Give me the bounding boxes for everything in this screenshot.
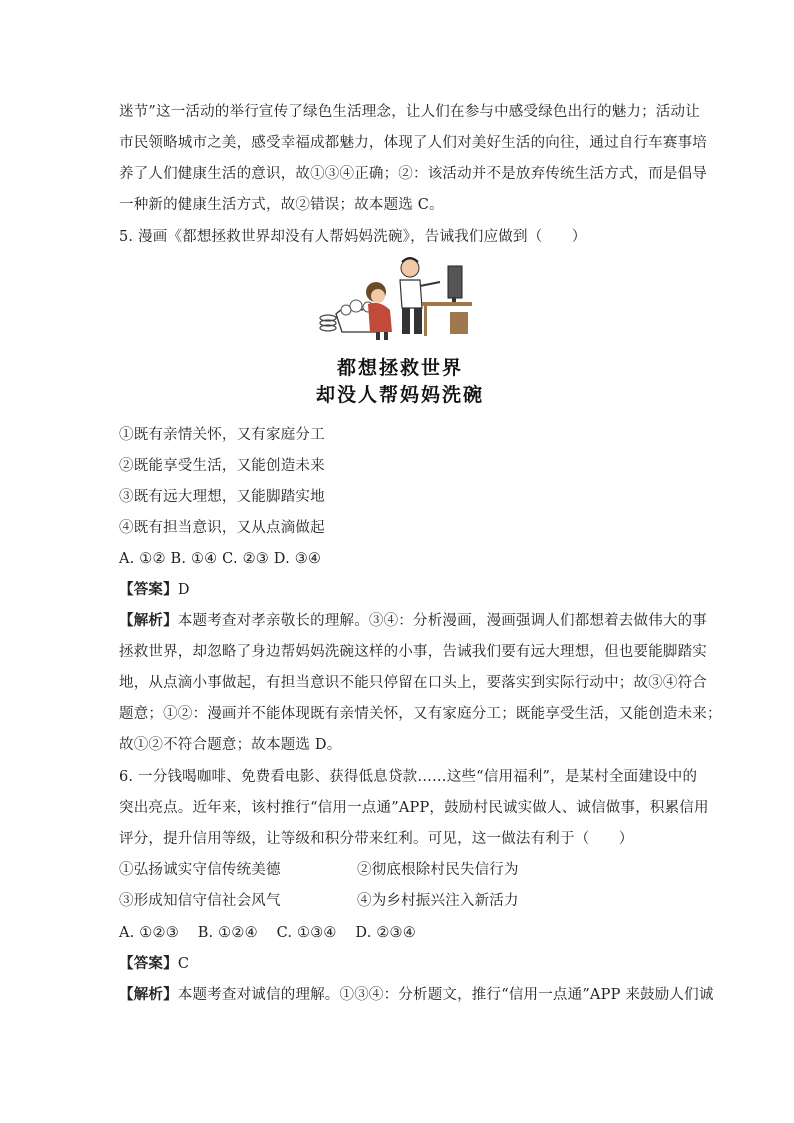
choice-b: B. ①②④ bbox=[197, 925, 258, 941]
q6-option-item: ③形成知信守信社会风气 bbox=[119, 893, 281, 909]
answer-tag: 【答案】 bbox=[119, 581, 178, 598]
q6-choices bbox=[119, 923, 679, 943]
q6-option-item: ①弘扬诚实守信传统美德 bbox=[119, 862, 281, 878]
q5-option-item: ①既有亲情关怀，又有家庭分工 bbox=[119, 427, 325, 443]
answer-tag: 【答案】 bbox=[119, 955, 178, 972]
answer-value: C bbox=[177, 956, 190, 972]
q6-answer bbox=[119, 954, 679, 974]
analysis-tag: 【解析】 bbox=[119, 986, 178, 1003]
q5-choices: A. ①② B. ①④ C. ②③ D. ③④ bbox=[119, 551, 322, 567]
q6-option-item: ②彻底根除村民失信行为 bbox=[357, 862, 519, 878]
q5-stem: 5. 漫画《都想拯救世界却没有人帮妈妈洗碗》，告诫我们应做到（ ） bbox=[119, 229, 587, 245]
q4-analysis-line: 养了人们健康生活的意识，故①③④正确；②：该活动并不是放弃传统生活方式，而是倡导 bbox=[119, 166, 707, 182]
analysis-text: 本题考查对孝亲敬长的理解。③④：分析漫画，漫画强调人们都想着去做伟大的事 bbox=[177, 613, 708, 629]
choice-a: A. ①②③ bbox=[119, 925, 179, 941]
choice-d: D. ②③④ bbox=[355, 925, 416, 941]
analysis-text: 本题考查对诚信的理解。①③④：分析题文，推行“信用一点通”APP 来鼓励人们诚 bbox=[177, 987, 714, 1003]
q6-stem-line: 评分，提升信用等级，让等级和积分带来红利。可见，这一做法有利于（ ） bbox=[119, 831, 634, 847]
q5-analysis-line: 故①②不符合题意；故本题选 D。 bbox=[119, 737, 342, 753]
q5-analysis-line bbox=[119, 611, 708, 631]
cartoon-caption-line2: 却没人帮妈妈洗碗 bbox=[315, 384, 484, 406]
q4-analysis-line: 一种新的健康生活方式，故②错误；故本题选 C。 bbox=[119, 197, 444, 213]
q5-option-item: ④既有担当意识，又从点滴做起 bbox=[119, 520, 325, 536]
q6-option-row bbox=[119, 891, 679, 911]
cartoon-caption-line1: 都想拯救世界 bbox=[336, 357, 463, 379]
q5-analysis-line: 题意；①②：漫画并不能体现既有亲情关怀，又有家庭分工；既能享受生活，又能创造未来； bbox=[119, 706, 722, 722]
answer-value: D bbox=[177, 582, 190, 598]
q6-stem-line: 突出亮点。近年来，该村推行“信用一点通”APP，鼓励村民诚实做人、诚信做事，积累信用 bbox=[119, 800, 709, 816]
q4-analysis-line: 迷节”这一活动的举行宣传了绿色生活理念，让人们在参与中感受绿色出行的魅力；活动让 bbox=[119, 104, 700, 120]
analysis-tag: 【解析】 bbox=[119, 612, 178, 629]
q6-option-item: ④为乡村振兴注入新活力 bbox=[357, 893, 519, 909]
q6-analysis-line bbox=[119, 985, 714, 1005]
cartoon-illustration bbox=[318, 252, 478, 344]
q5-analysis-line: 拯救世界，却忽略了身边帮妈妈洗碗这样的小事，告诫我们要有远大理想，但也要能脚踏实 bbox=[119, 644, 707, 660]
choice-c: C. ①③④ bbox=[276, 925, 337, 941]
q6-stem-line: 6. 一分钱喝咖啡、免费看电影、获得低息贷款……这些“信用福利”，是某村全面建设中的 bbox=[119, 769, 698, 785]
q4-analysis-line: 市民领略城市之美，感受幸福成都魅力，体现了人们对美好生活的向往，通过自行车赛事培 bbox=[119, 135, 707, 151]
q5-option-item: ③既有远大理想，又能脚踏实地 bbox=[119, 489, 325, 505]
q5-option-item: ②既能享受生活，又能创造未来 bbox=[119, 458, 325, 474]
q5-analysis-line: 地，从点滴小事做起，有担当意识不能只停留在口头上，要落实到实际行动中；故③④符合 bbox=[119, 675, 707, 691]
q5-answer bbox=[119, 580, 679, 600]
q6-option-row bbox=[119, 860, 679, 880]
